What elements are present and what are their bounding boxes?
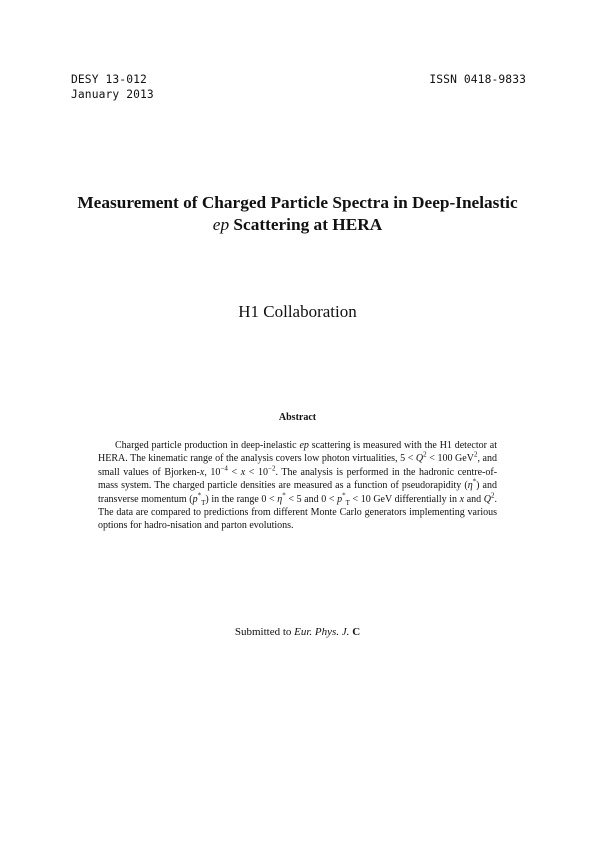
- math-subscript: T: [345, 498, 350, 507]
- abstract-segment: . The data are compared to predictions from different Monte Carlo generators implementing various options for hadro-nisation and parton evolutions.: [98, 493, 498, 532]
- abstract-segment: < 100 GeV: [426, 453, 474, 465]
- abstract-text: [98, 439, 497, 533]
- math-superscript: 2: [473, 451, 478, 460]
- report-date: January 2013: [71, 88, 154, 101]
- math-symbol: p: [337, 493, 343, 505]
- title-math-ep: ep: [212, 215, 230, 234]
- math-superscript: 2: [423, 451, 427, 460]
- abstract-segment: < 10 GeV differentially in: [349, 493, 460, 505]
- report-number: DESY 13-012: [71, 73, 147, 86]
- abstract-segment: , and small values of Bjorken-: [98, 453, 497, 478]
- abstract-segment: . The analysis is performed in the hadronic centre-of-mass system. The charged particle densities are measured as a function of pseudorapidity (: [98, 466, 498, 492]
- math-symbol: η: [277, 493, 283, 505]
- math-superscript: *: [197, 491, 202, 500]
- math-superscript: −2: [268, 464, 276, 473]
- math-superscript: −4: [220, 464, 228, 473]
- math-symbol: Q: [415, 453, 424, 465]
- math-symbol: x: [199, 466, 205, 478]
- title-line-2: [40, 214, 555, 236]
- math-superscript: *: [342, 491, 346, 500]
- issn-number: ISSN 0418-9833: [429, 73, 526, 86]
- paper-title: [40, 192, 555, 236]
- math-subscript: T: [201, 498, 206, 507]
- abstract-heading: Abstract: [278, 412, 317, 423]
- submission-prefix: Submitted to: [234, 626, 295, 638]
- journal-name: Eur. Phys. J.: [294, 626, 350, 638]
- journal-volume: C: [352, 626, 361, 638]
- abstract-segment: < 5 and 0 <: [285, 493, 338, 505]
- math-symbol: ep: [299, 440, 309, 451]
- submission-note: [0, 626, 595, 638]
- math-superscript: *: [472, 477, 477, 486]
- math-superscript: *: [282, 491, 286, 500]
- math-symbol: x: [240, 466, 246, 478]
- abstract-segment: <: [227, 466, 241, 478]
- math-symbol: η: [467, 480, 473, 492]
- abstract-segment: ) in the range 0 <: [205, 493, 278, 505]
- abstract-segment: scattering is measured with the H1 detector at HERA. The kinematic range of the analysis covers low photon virtualities, 5 <: [98, 440, 497, 465]
- abstract-segment: and: [464, 493, 484, 505]
- title-line-1: Measurement of Charged Particle Spectra in Deep-Inelastic: [77, 193, 518, 212]
- abstract-segment: Charged particle production in deep-inelastic: [115, 440, 300, 451]
- author-collaboration: H1 Collaboration: [238, 302, 357, 321]
- math-superscript: 2: [491, 491, 495, 500]
- math-symbol: x: [459, 493, 465, 505]
- preprint-info: [71, 72, 154, 102]
- abstract-segment: < 10: [245, 466, 269, 478]
- math-symbol: p: [192, 493, 198, 505]
- math-symbol: Q: [483, 493, 492, 505]
- title-line-2-text: Scattering at HERA: [229, 215, 383, 234]
- abstract-segment: , 10: [204, 466, 221, 478]
- abstract-segment: ) and transverse momentum (: [98, 480, 497, 505]
